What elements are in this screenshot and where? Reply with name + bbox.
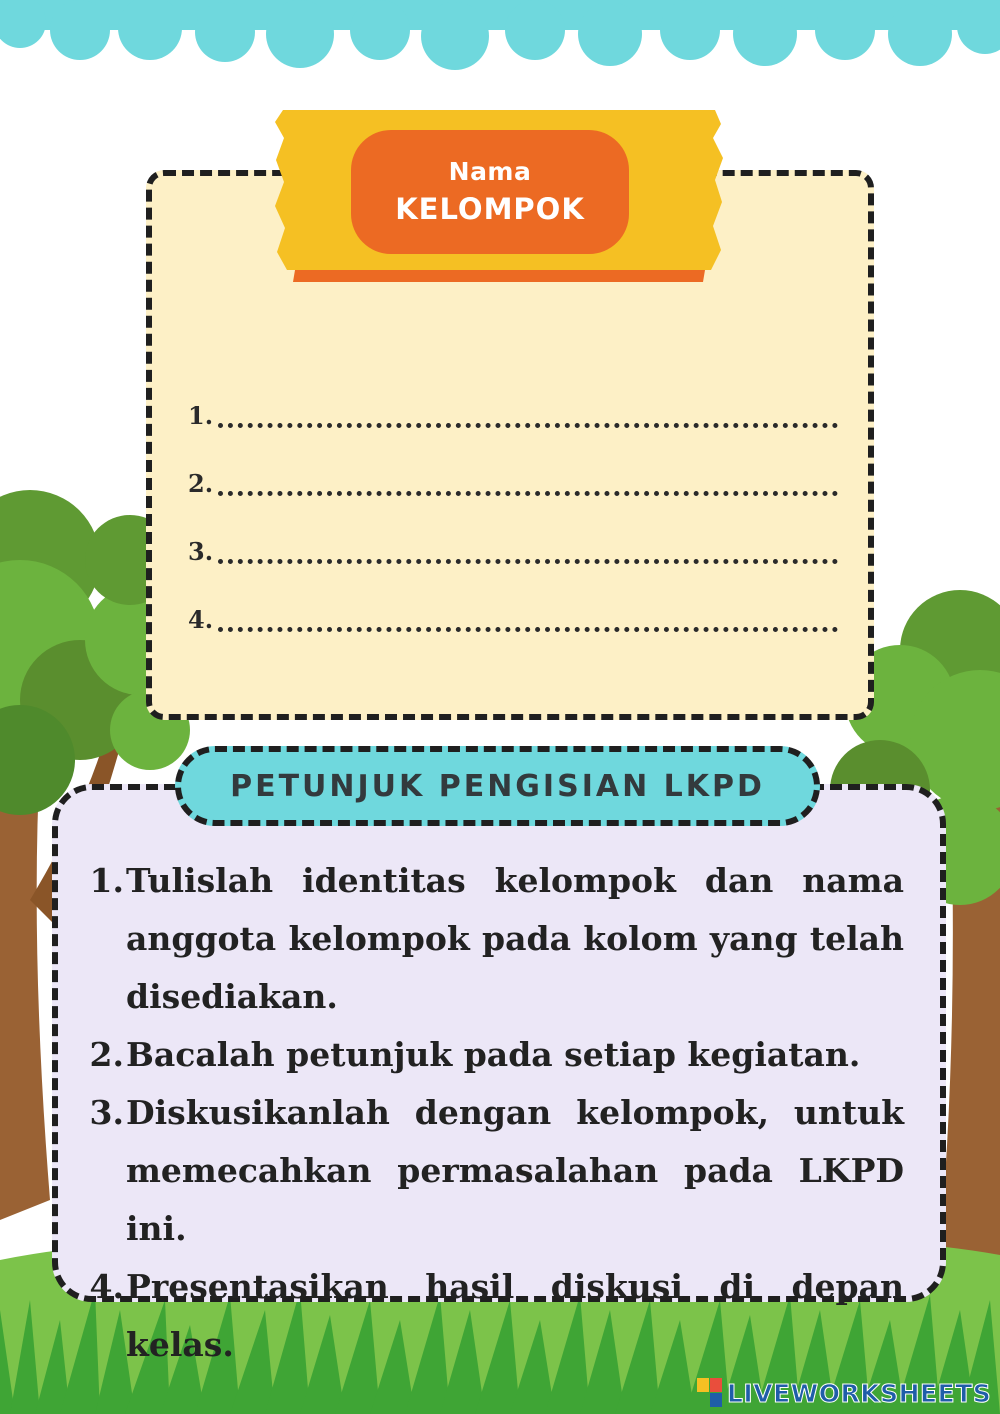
member-row: [188, 362, 838, 430]
instruction-number: 2.: [89, 1035, 124, 1074]
member-number: 3.: [188, 537, 214, 566]
instructions-list: [82, 852, 904, 1374]
liveworksheets-watermark: [697, 1376, 991, 1410]
instruction-item: [82, 852, 904, 1026]
instructions-heading: PETUNJUK PENGISIAN LKPD: [175, 746, 820, 826]
group-title-badge: [351, 130, 629, 254]
member-row: [188, 566, 838, 634]
instruction-number: 1.: [89, 861, 124, 900]
instruction-item: [82, 1084, 904, 1258]
member-number: 4.: [188, 605, 214, 634]
liveworksheets-logo-icon: [697, 1378, 723, 1408]
instruction-item: [82, 1258, 904, 1374]
watermark-text: LIVEWORKSHEETS: [727, 1378, 992, 1408]
instruction-text: Bacalah petunjuk pada setiap kegiatan.: [126, 1035, 861, 1074]
member-name-blank[interactable]: [218, 406, 838, 428]
member-number: 1.: [188, 401, 214, 430]
instruction-number: 4.: [89, 1267, 124, 1306]
instruction-number: 3.: [89, 1093, 124, 1132]
instruction-text: Presentasikan hasil diskusi di depan kelas.: [126, 1267, 904, 1364]
title-big-text: KELOMPOK: [395, 192, 585, 226]
member-row: [188, 498, 838, 566]
instruction-item: [82, 1026, 904, 1084]
cloud-border-decoration: [0, 0, 1000, 70]
member-number: 2.: [188, 469, 214, 498]
member-row: [188, 430, 838, 498]
member-list: [188, 362, 838, 634]
instruction-text: Tulislah identitas kelompok dan nama anggota kelompok pada kolom yang telah disediakan.: [126, 861, 904, 1016]
title-small-text: Nama: [448, 157, 532, 186]
member-name-blank[interactable]: [218, 542, 838, 564]
member-name-blank[interactable]: [218, 610, 838, 632]
member-name-blank[interactable]: [218, 474, 838, 496]
instruction-text: Diskusikanlah dengan kelompok, untuk memecahkan permasalahan pada LKPD ini.: [126, 1093, 904, 1248]
